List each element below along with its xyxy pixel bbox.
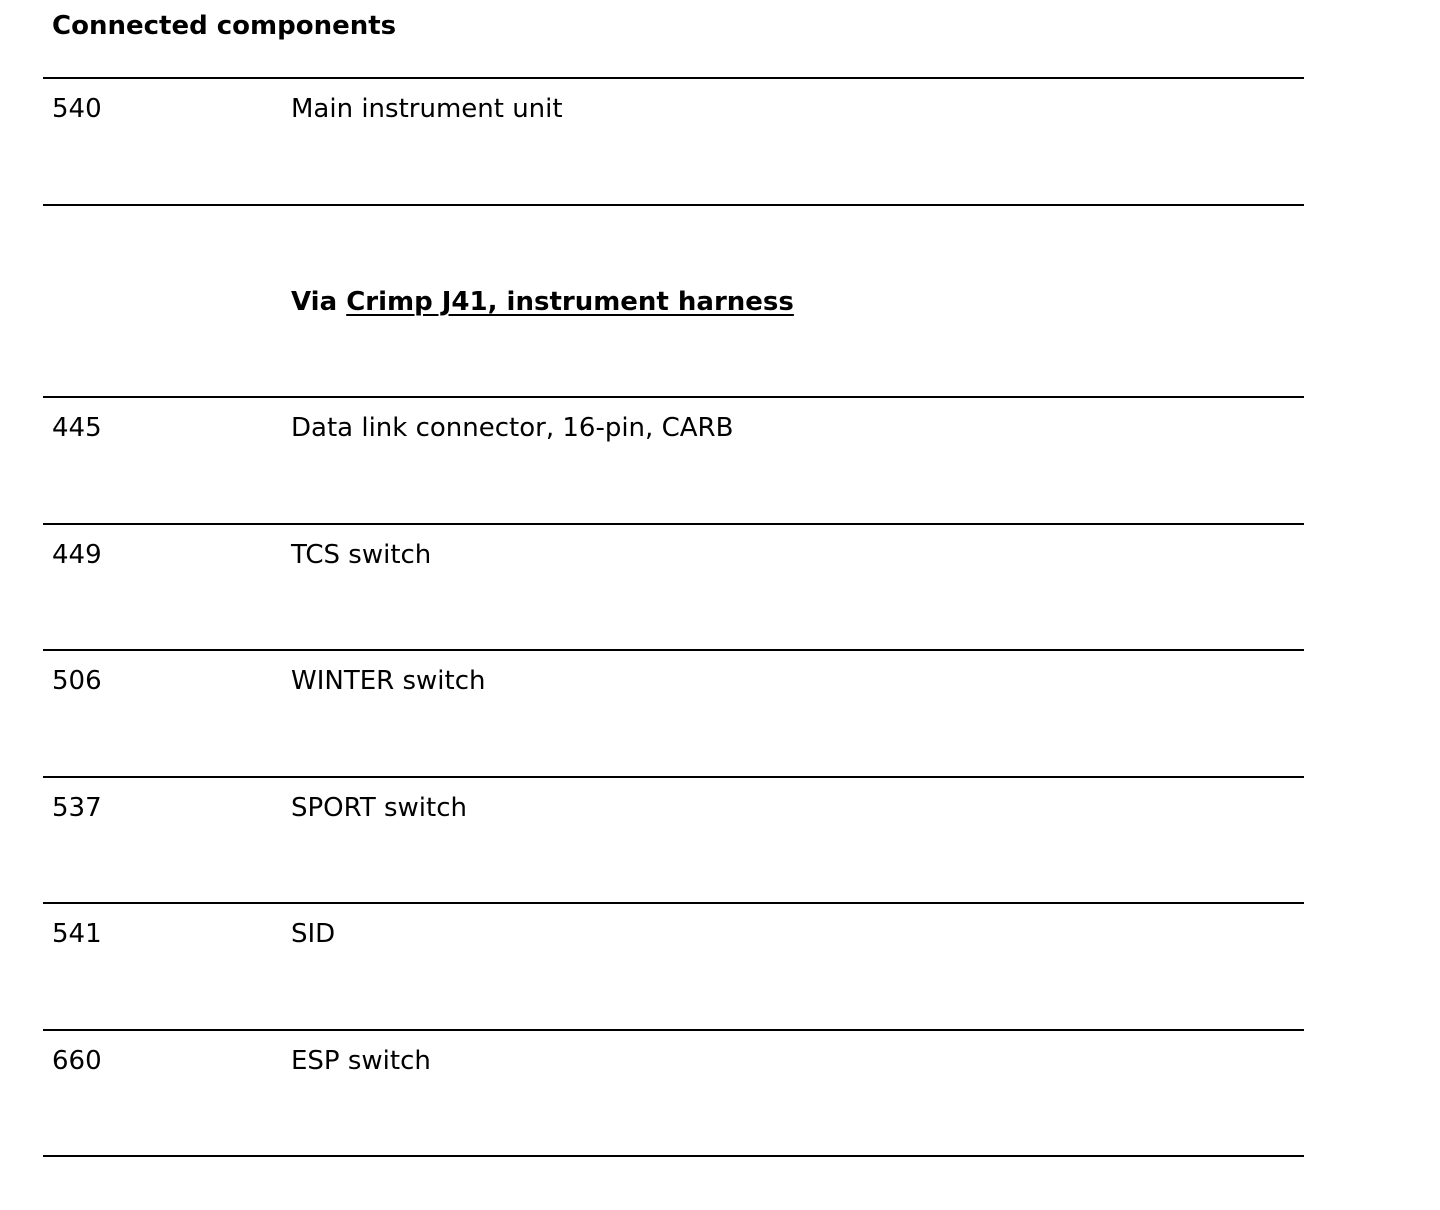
- component-code: 449: [52, 539, 102, 570]
- component-description: Main instrument unit: [291, 94, 563, 124]
- component-code: 541: [52, 919, 102, 949]
- table-row: [43, 1031, 1304, 1156]
- via-heading: [291, 286, 794, 318]
- component-code: 540: [52, 94, 102, 124]
- table-row: [43, 79, 1304, 204]
- component-code: 445: [52, 413, 102, 443]
- table-row: [43, 398, 1304, 523]
- component-description: TCS switch: [291, 539, 432, 570]
- page-title: Connected components: [52, 11, 397, 41]
- crimp-j41-link[interactable]: Crimp J41, instrument harness: [346, 286, 794, 317]
- via-section: [43, 206, 1304, 397]
- component-description: WINTER switch: [291, 666, 486, 696]
- table-row: [43, 525, 1304, 650]
- component-code: 660: [52, 1045, 102, 1076]
- table-divider: [43, 1155, 1304, 1157]
- via-prefix: Via: [291, 286, 338, 317]
- component-code: 537: [52, 792, 102, 823]
- component-description: SPORT switch: [291, 792, 467, 823]
- component-description: ESP switch: [291, 1045, 431, 1076]
- table-row: [43, 651, 1304, 776]
- component-description: Data link connector, 16-pin, CARB: [291, 413, 734, 443]
- table-row: [43, 778, 1304, 903]
- table-row: [43, 904, 1304, 1029]
- component-description: SID: [291, 919, 336, 949]
- component-code: 506: [52, 666, 102, 696]
- components-table: [43, 77, 1304, 1157]
